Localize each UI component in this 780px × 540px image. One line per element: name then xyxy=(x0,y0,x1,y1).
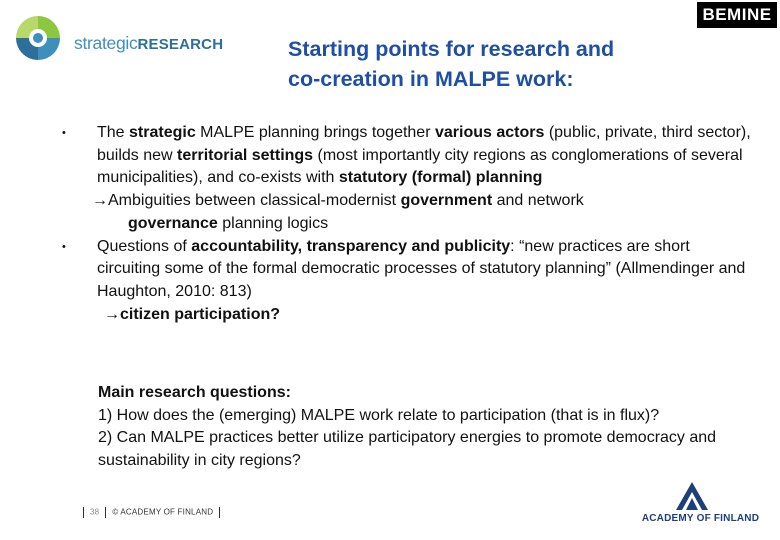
strategic-research-logo xyxy=(12,12,222,68)
text-run: (most importantly city regions as conglomerations of several municipalities), and co-exists with xyxy=(97,146,743,187)
bullet-item-2 xyxy=(62,236,752,304)
bold-run: citizen participation? xyxy=(120,305,281,323)
slide-body xyxy=(62,122,752,326)
logo-wordmark xyxy=(74,33,223,54)
slide-title xyxy=(288,34,748,94)
academy-of-finland-logo xyxy=(628,480,773,528)
strategic-research-logo-mark-icon xyxy=(12,12,72,68)
bemine-logo: BEMINE xyxy=(697,2,777,28)
slide-title-line1: Starting points for research and xyxy=(288,37,615,61)
research-questions xyxy=(98,382,758,473)
arrow-icon: → xyxy=(92,192,108,210)
bold-run: statutory (formal) planning xyxy=(338,169,543,187)
arrow-icon: → xyxy=(104,305,120,323)
bullet-item-1 xyxy=(62,122,752,190)
bold-run: various actors xyxy=(434,124,545,141)
bullet-icon: • xyxy=(62,240,66,253)
text-run: The xyxy=(97,124,130,141)
bullet-1-conclusion-line1 xyxy=(62,190,752,213)
bold-run: accountability, transparency and publicity xyxy=(191,237,511,255)
text-run: (public, private, third sector), builds new xyxy=(97,124,751,164)
academy-of-finland-wordmark: ACADEMY OF FINLAND xyxy=(641,513,760,524)
bold-run: government xyxy=(400,192,493,210)
text-run: and network xyxy=(492,192,584,210)
bullet-icon: • xyxy=(62,127,66,139)
research-questions-heading xyxy=(98,382,758,405)
research-question-1: 1) How does the (emerging) MALPE work relate to participation (that is in flux)? xyxy=(98,406,660,424)
page-number: 38 xyxy=(90,507,100,517)
text-run: MALPE planning brings together xyxy=(195,124,435,141)
logo-word-research: RESEARCH xyxy=(137,36,224,53)
slide-title-line2: co-creation in MALPE work: xyxy=(288,67,574,91)
slide-footer xyxy=(77,507,226,518)
text-run: planning logics xyxy=(217,214,329,232)
bold-run: governance xyxy=(128,214,218,232)
bold-run: strategic xyxy=(129,124,196,141)
bold-run: Main research questions: xyxy=(98,384,291,401)
text-run: Questions of xyxy=(97,237,192,255)
academy-of-finland-mark-icon xyxy=(628,480,773,512)
logo-word-strategic: strategic xyxy=(74,33,138,53)
text-run: Ambiguities between classical-modernist xyxy=(108,192,401,210)
footer-divider xyxy=(219,507,220,518)
bullet-2-conclusion xyxy=(62,304,752,327)
footer-divider xyxy=(83,507,84,518)
footer-divider xyxy=(105,507,106,518)
text-run: : “new practices are short circuiting some of the formal democratic processes of statutory planning” (Allmendinger and Haughton, 2010: 813) xyxy=(97,237,746,300)
footer-org: © ACADEMY OF FINLAND xyxy=(112,507,214,517)
research-question-2: 2) Can MALPE practices better utilize participatory energies to promote democracy and sustainability in city regions? xyxy=(98,429,717,470)
bullet-1-conclusion-line2 xyxy=(62,213,752,236)
bold-run: territorial settings xyxy=(177,146,314,164)
